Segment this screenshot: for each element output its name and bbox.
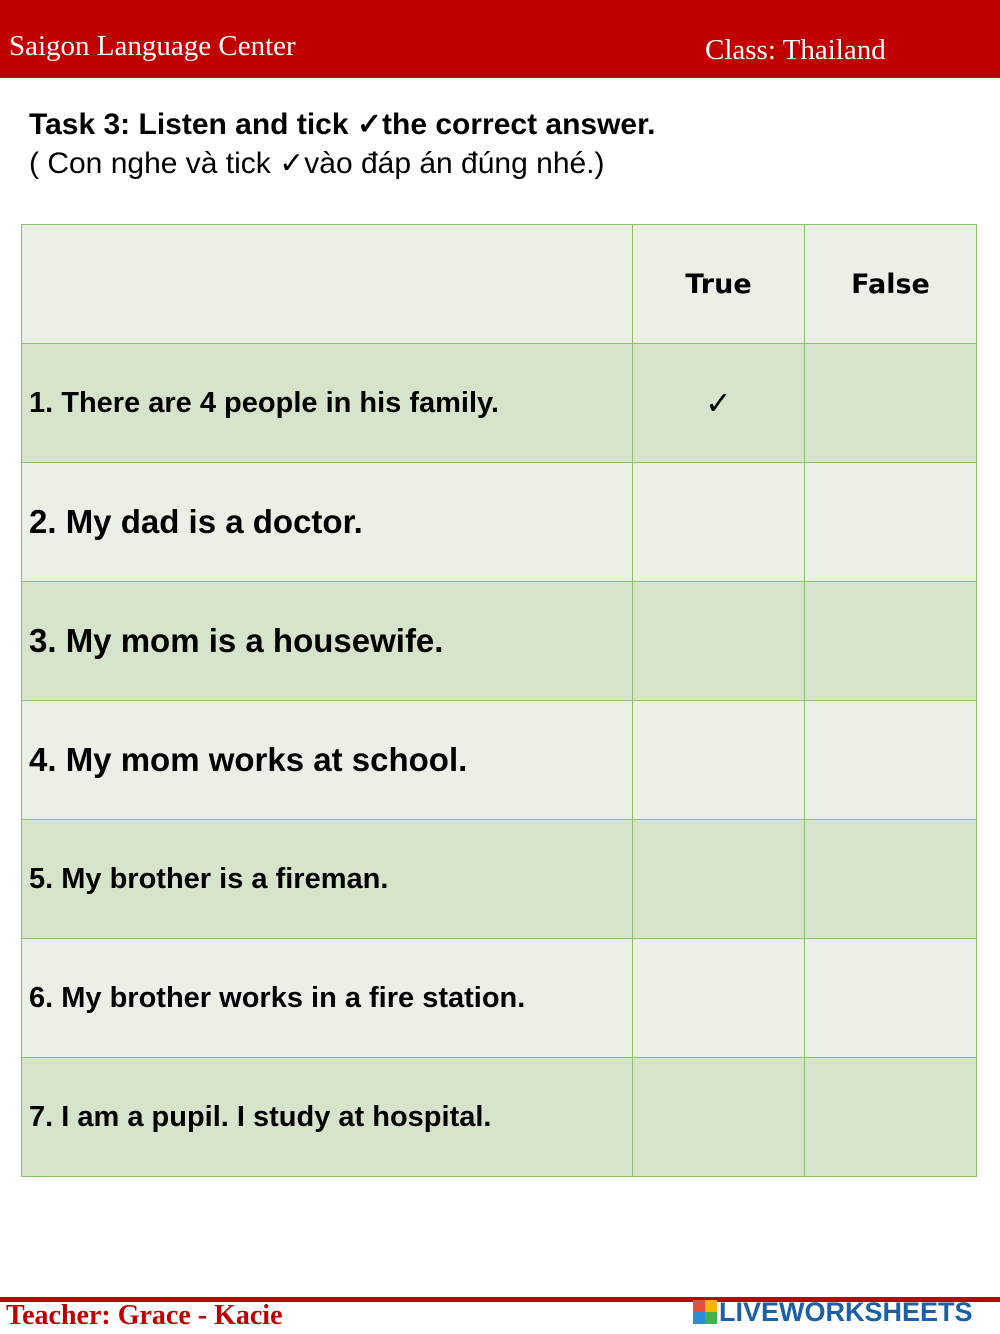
statement-1: 1. There are 4 people in his family. (22, 344, 633, 463)
false-cell-2[interactable] (805, 463, 977, 582)
false-cell-4[interactable] (805, 701, 977, 820)
center-name: Saigon Language Center (9, 30, 296, 62)
class-label: Class: Thailand (705, 34, 886, 66)
table-row (22, 344, 977, 463)
table-header-row (22, 225, 977, 344)
table-row (22, 582, 977, 701)
true-cell-5[interactable] (633, 820, 805, 939)
statement-2: 2. My dad is a doctor. (22, 463, 633, 582)
statement-4: 4. My mom works at school. (22, 701, 633, 820)
table-row (22, 701, 977, 820)
false-cell-3[interactable] (805, 582, 977, 701)
liveworksheets-logo-text: LIVEWORKSHEETS (719, 1296, 973, 1327)
task-subtitle: ( Con nghe và tick ✓vào đáp án đúng nhé.) (29, 147, 605, 180)
task-title: Task 3: Listen and tick ✓the correct answer. (29, 108, 656, 141)
false-cell-1[interactable] (805, 344, 977, 463)
column-header-false: False (805, 225, 977, 344)
false-cell-5[interactable] (805, 820, 977, 939)
statement-6: 6. My brother works in a fire station. (22, 939, 633, 1058)
false-cell-7[interactable] (805, 1058, 977, 1177)
table-row (22, 463, 977, 582)
column-header-statement (22, 225, 633, 344)
false-cell-6[interactable] (805, 939, 977, 1058)
table-row (22, 820, 977, 939)
true-false-table (21, 224, 977, 1177)
true-cell-1[interactable]: ✓ (633, 344, 805, 463)
column-header-true: True (633, 225, 805, 344)
true-cell-6[interactable] (633, 939, 805, 1058)
true-cell-2[interactable] (633, 463, 805, 582)
true-cell-4[interactable] (633, 701, 805, 820)
teacher-name: Teacher: Grace - Kacie (6, 1300, 283, 1331)
table-row (22, 939, 977, 1058)
table-row (22, 1058, 977, 1177)
liveworksheets-logo (693, 1297, 973, 1327)
true-cell-3[interactable] (633, 582, 805, 701)
statement-7: 7. I am a pupil. I study at hospital. (22, 1058, 633, 1177)
statement-5: 5. My brother is a fireman. (22, 820, 633, 939)
statement-3: 3. My mom is a housewife. (22, 582, 633, 701)
liveworksheets-logo-icon (693, 1300, 717, 1324)
true-cell-7[interactable] (633, 1058, 805, 1177)
